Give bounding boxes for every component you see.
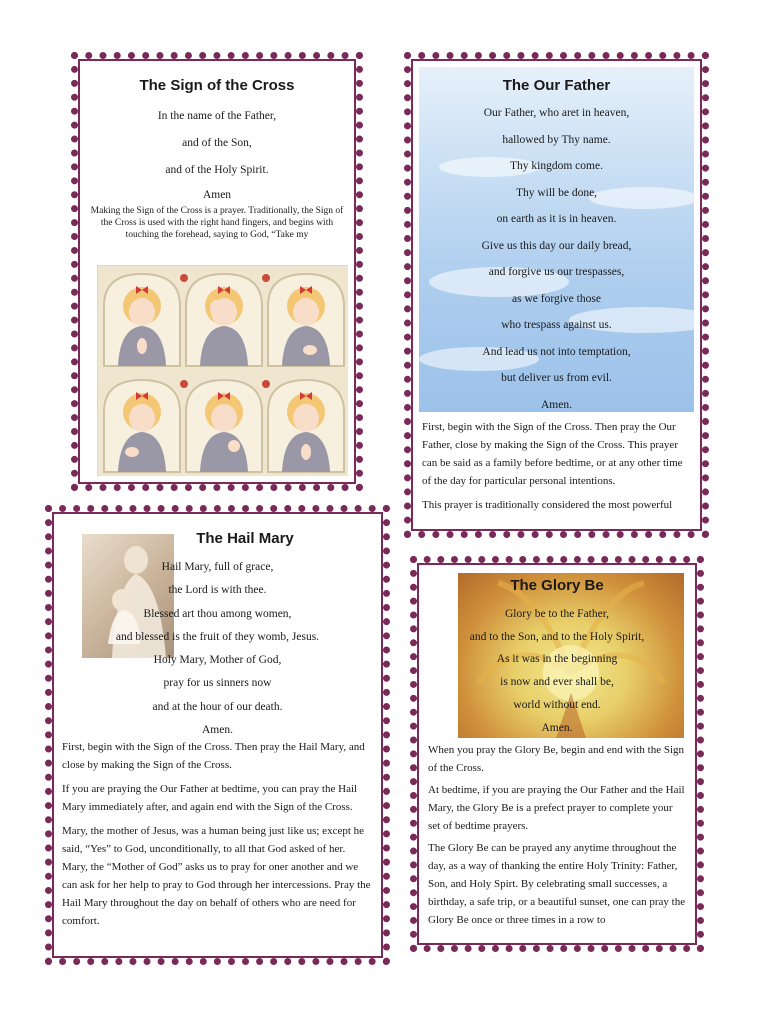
prayer-line: Glory be to the Father, [505,608,609,620]
prayer-text [90,556,345,742]
prayer-line: Holy Mary, Mother of God, [153,654,282,667]
card-title: The Hail Mary [196,530,294,547]
explanation-text [62,738,373,936]
sign-of-cross-illustration [97,265,348,476]
prayer-line: and of the Holy Spirit. [165,164,269,176]
sign-of-cross-card [71,52,363,491]
prayer-line: Thy will be done, [515,186,598,199]
prayer-line: As it was in the beginning [496,653,618,666]
prayer-line: Thy kingdom come. [510,160,603,172]
paragraph: At bedtime, if you are praying the Our Father and the Hail Mary, the Glory Be is a prefect prayer to complete your set of bedtime prayers. [428,784,685,832]
prayer-line: and blessed is the fruit of they womb, Jesus. [115,630,320,643]
paragraph: If you are praying the Our Father at bedtime, you can pray the Hail Mary immediately after, and again end with the Sign of the Cross. [62,783,358,813]
prayer-line: Hail Mary, full of grace, [161,561,274,573]
prayer-line: and to the Son, and to the Holy Spirit, [469,630,645,643]
prayer-line: but deliver us from evil. [501,372,612,384]
prayer-line: Blessed art thou among women, [143,607,292,620]
prayer-text [419,100,694,418]
paragraph: When you pray the Glory Be, begin and end with the Sign of the Cross. [428,744,685,774]
prayer-line: as we forgive those [512,292,601,305]
girls-praying-image [98,266,348,476]
explanation-text [428,741,686,933]
prayer-amen: Amen. [202,724,233,737]
prayer-line: on earth as it is in heaven. [496,213,617,225]
card-title: The Our Father [502,77,611,94]
paragraph: This prayer is traditionally considered the most powerful [422,499,673,511]
hail-mary-card [45,505,390,965]
prayer-line: the Lord is with thee. [168,584,267,597]
prayer-line: and at the hour of our death. [152,700,283,713]
prayer-line: who trespass against us. [501,319,612,331]
description-text: Making the Sign of the Cross is a prayer. Traditionally, the Sign of the Cross is used with the right hand fingers, and begins with touching the forehead, saying to God, “Take my [90,206,344,240]
explanation-text [422,418,691,520]
prayer-text [425,603,689,739]
prayer-amen: Amen. [541,721,573,734]
our-father-card [404,52,709,538]
prayer-amen: Amen [202,189,232,201]
prayer-line: and forgive us our trespasses, [488,266,625,278]
prayer-amen: Amen. [541,398,572,411]
prayer-line: and of the Son, [182,137,252,149]
prayer-line: In the name of the Father, [157,110,277,122]
card-title: The Sign of the Cross [139,77,295,94]
prayer-line: And lead us not into temptation, [482,345,631,358]
paragraph: Mary, the mother of Jesus, was a human being just like us; except he said, “Yes” to God, unconditionally, to all that God asked of her. Mary, the “Mother of God” asks us to pray for oner another and we can ask for her help to pray to God through her intercessions. Pray the Hail Mary throughout the day on behalf of others who are need for comfort. [62,825,371,927]
card-title: The Glory Be [510,577,604,594]
prayer-line: hallowed by Thy name. [502,133,611,146]
paragraph: First, begin with the Sign of the Cross. Then pray the Hail Mary, and close by making the Sign of the Cross. [62,741,365,771]
paragraph: The Glory Be can be prayed any anytime throughout the day, as a way of thanking the entire Holy Trinity: Father, Son, and Holy Spirt. By celebrating small successes, a birthday, a safe trip, or a beautiful sunset, one can pray the Glory Be once or three times in a row to [428,842,686,926]
prayer-text [86,103,348,241]
prayer-line: is now and ever shall be, [500,676,614,689]
glory-be-card [410,556,704,952]
prayer-line: pray for us sinners now [163,677,272,690]
prayer-line: Give us this day our daily bread, [481,239,632,252]
paragraph: First, begin with the Sign of the Cross. Then pray the Our Father, close by making the Sign of the Cross. This prayer can be said as a family before bedtime, or at any other time of the day for particular personal intentions. [422,421,683,487]
prayer-line: Our Father, who aret in heaven, [483,107,630,119]
prayer-line: world without end. [513,698,601,711]
